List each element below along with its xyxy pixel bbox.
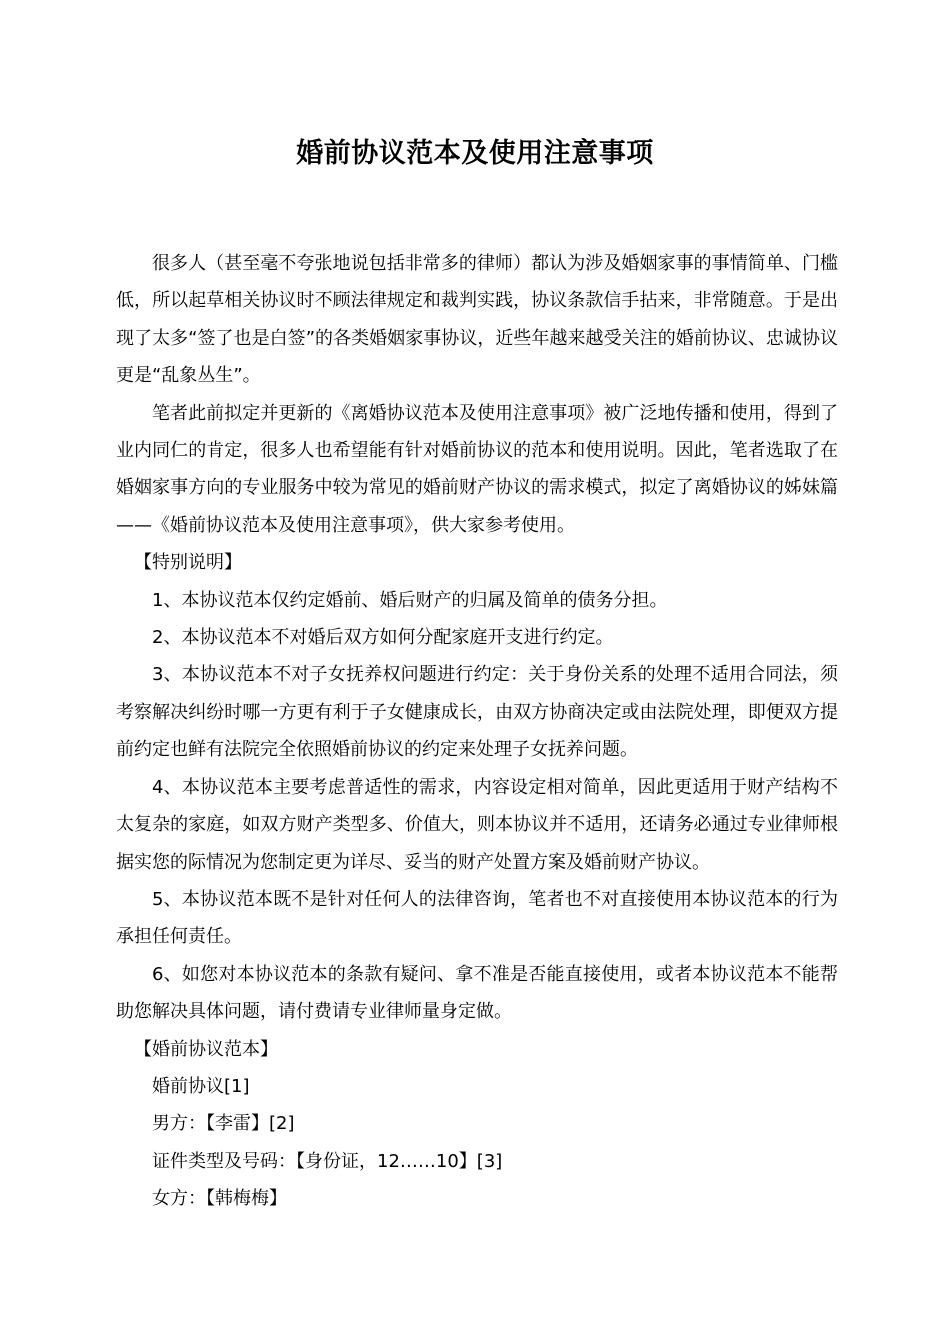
agreement-title-line: 婚前协议[1]: [152, 1075, 250, 1097]
section-heading-template: 【婚前协议范本】: [134, 1038, 278, 1060]
note-item-4: 4、本协议范本主要考虑普适性的需求，内容设定相对简单，因此更适用于财产结构不太复杂的家庭，如双方财产类型多、价值大，则本协议并不适用，还请务必通过专业律师根据实您的际情况为您制定更为详尽、妥当的财产处置方案及婚前财产协议。: [116, 776, 838, 873]
note-item-3: 3、本协议范本不对子女抚养权问题进行约定：关于身份关系的处理不适用合同法，须考察解决纠纷时哪一方更有利于子女健康成长，由双方协商决定或由法院处理，即便双方提前约定也鲜有法院完全依照婚前协议的约定来处理子女抚养问题。: [116, 664, 838, 761]
section-heading-special-notes: 【特别说明】: [134, 552, 242, 574]
note-item-2: 2、本协议范本不对婚后双方如何分配家庭开支进行约定。: [152, 627, 614, 649]
paragraph-intro: 很多人（甚至毫不夸张地说包括非常多的律师）都认为涉及婚姻家事的事情简单、门槛低，所以起草相关协议时不顾法律规定和裁判实践，协议条款信手拈来，非常随意。于是出现了太多“签了也是白签”的各类婚姻家事协议，近些年越来越受关注的婚前协议、忠诚协议更是“乱象丛生”。: [116, 253, 838, 387]
note-item-6: 6、如您对本协议范本的条款有疑问、拿不准是否能直接使用，或者本协议范本不能帮助您解决具体问题，请付费请专业律师量身定做。: [116, 963, 838, 1023]
document-title: 婚前协议范本及使用注意事项: [296, 138, 654, 169]
note-item-1: 1、本协议范本仅约定婚前、婚后财产的归属及简单的债务分担。: [152, 589, 668, 611]
paragraph-background: 笔者此前拟定并更新的《离婚协议范本及使用注意事项》被广泛地传播和使用，得到了业内同仁的肯定，很多人也希望能有针对婚前协议的范本和使用说明。因此，笔者选取了在婚姻家事方向的专业服务中较为常见的婚前财产协议的需求模式，拟定了离婚协议的姊妹篇——《婚前协议范本及使用注意事项》，供大家参考使用。: [116, 402, 838, 536]
female-party-line: 女方：【韩梅梅】: [152, 1188, 287, 1210]
male-party-line: 男方：【李雷】[2]: [152, 1113, 295, 1135]
document-body: [116, 245, 838, 1218]
note-item-5: 5、本协议范本既不是针对任何人的法律咨询，笔者也不对直接使用本协议范本的行为承担任何责任。: [116, 888, 838, 948]
id-type-line: 证件类型及号码：【身份证，12……10】[3]: [152, 1150, 503, 1172]
